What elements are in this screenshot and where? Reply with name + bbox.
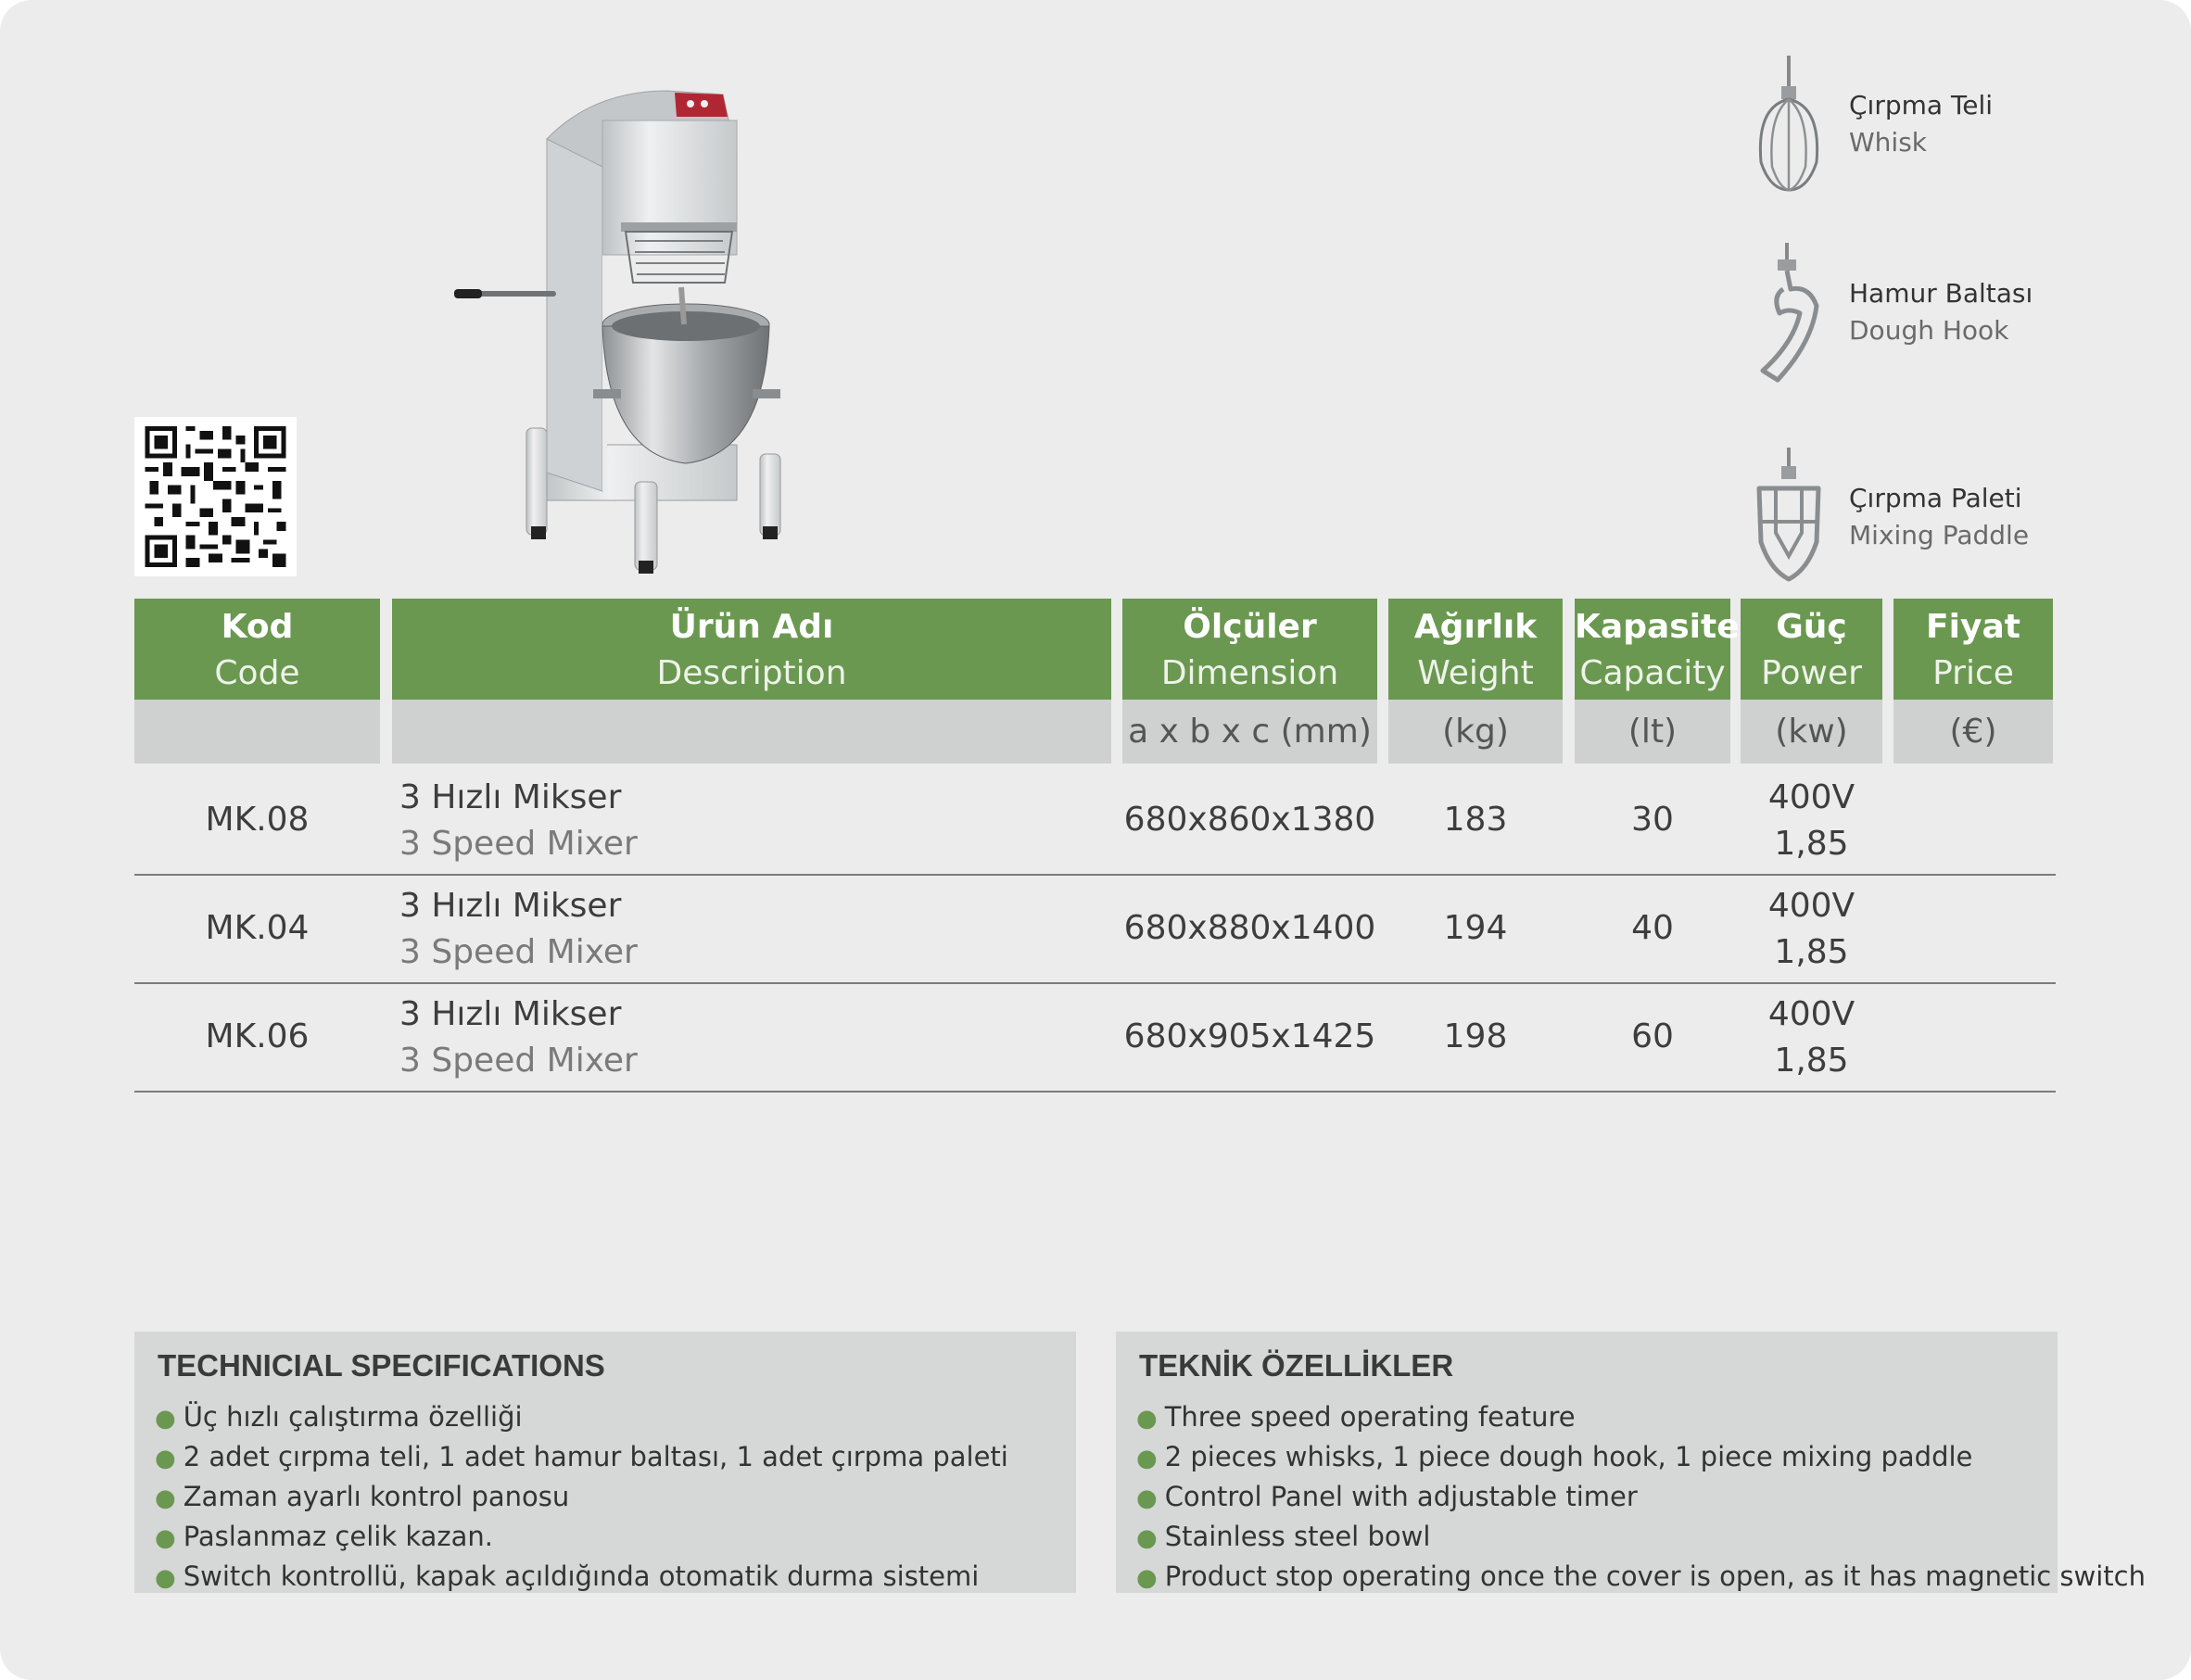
bullet-icon: ●	[1136, 1445, 1158, 1472]
row-dimension: 680x905x1425	[1123, 1017, 1376, 1055]
accessory-dough-hook-tr: Hamur Baltası	[1849, 278, 2033, 309]
row-description-tr: 3 Hızlı Mikser	[399, 778, 622, 816]
list-item: ● Zaman ayarlı kontrol panosu	[155, 1481, 570, 1512]
row-weight: 183	[1443, 801, 1508, 839]
bullet-icon: ●	[1136, 1564, 1158, 1592]
row-power: 1,85	[1774, 825, 1849, 863]
row-power: 1,85	[1774, 1042, 1849, 1080]
table-row	[134, 982, 2056, 1093]
row-power: 1,85	[1774, 933, 1849, 971]
bullet-icon: ●	[155, 1405, 176, 1433]
table-row	[134, 874, 2056, 984]
column-dimension-unit: a x b x c (mm)	[1122, 700, 1377, 764]
accessory-mixing-paddle	[1752, 440, 2122, 588]
row-voltage: 400V	[1767, 778, 1855, 816]
accessory-dough-hook-en: Dough Hook	[1849, 315, 2009, 346]
column-code-unit	[134, 700, 380, 764]
row-capacity: 40	[1631, 909, 1674, 947]
row-weight: 198	[1443, 1017, 1508, 1055]
row-description-tr: 3 Hızlı Mikser	[399, 887, 622, 925]
accessory-whisk	[1752, 51, 2122, 199]
row-description-en: 3 Speed Mixer	[399, 825, 638, 863]
row-code: MK.08	[205, 801, 310, 839]
list-item: ● Control Panel with adjustable timer	[1136, 1481, 1638, 1512]
column-price-unit: (€)	[1893, 700, 2053, 764]
planetary-mixer-image	[454, 83, 797, 584]
row-code: MK.04	[205, 909, 310, 947]
row-description-tr: 3 Hızlı Mikser	[399, 995, 622, 1033]
row-dimension: 680x860x1380	[1123, 801, 1376, 839]
column-dimension-tr: Ölçüler	[1183, 608, 1317, 646]
list-item: ● Paslanmaz çelik kazan.	[155, 1521, 493, 1552]
row-capacity: 30	[1631, 801, 1674, 839]
column-description-tr: Ürün Adı	[669, 608, 834, 646]
column-dimension-en: Dimension	[1160, 654, 1339, 692]
list-item: ● 2 pieces whisks, 1 piece dough hook, 1 piece mixing paddle	[1136, 1441, 1973, 1472]
column-price-en: Price	[1932, 654, 2014, 692]
list-item: ● Stainless steel bowl	[1136, 1521, 1431, 1552]
row-capacity: 60	[1631, 1017, 1674, 1055]
column-code-en: Code	[214, 654, 300, 692]
column-weight-unit: (kg)	[1388, 700, 1563, 764]
spec-right-title: TEKNİK ÖZELLİKLER	[1139, 1348, 1454, 1383]
accessory-dough-hook	[1752, 241, 2122, 389]
spec-box-left	[134, 1332, 1076, 1593]
column-price-tr: Fiyat	[1926, 608, 2020, 646]
accessory-whisk-en: Whisk	[1849, 127, 1928, 158]
spec-left-title: TECHNICIAL SPECIFICATIONS	[158, 1348, 605, 1383]
column-description-unit	[392, 700, 1111, 764]
row-weight: 194	[1443, 909, 1508, 947]
accessory-mixing-paddle-tr: Çırpma Paleti	[1849, 483, 2022, 513]
bullet-icon: ●	[155, 1445, 176, 1472]
spec-box-right	[1116, 1332, 2146, 1593]
bullet-icon: ●	[1136, 1524, 1158, 1552]
bullet-icon: ●	[1136, 1484, 1158, 1512]
row-voltage: 400V	[1767, 995, 1855, 1033]
column-capacity-unit: (lt)	[1575, 700, 1730, 764]
column-capacity-tr: Kapasite	[1575, 608, 1740, 646]
accessory-mixing-paddle-en: Mixing Paddle	[1849, 520, 2030, 550]
bullet-icon: ●	[155, 1484, 176, 1512]
column-code-tr: Kod	[221, 608, 294, 646]
row-description-en: 3 Speed Mixer	[399, 933, 638, 971]
list-item: ● Üç hızlı çalıştırma özelliği	[155, 1401, 523, 1433]
list-item: ● 2 adet çırpma teli, 1 adet hamur baltası, 1 adet çırpma paleti	[155, 1441, 1008, 1472]
column-weight-tr: Ağırlık	[1413, 608, 1538, 646]
column-power-en: Power	[1761, 654, 1862, 692]
list-item: ● Switch kontrollü, kapak açıldığında otomatik durma sistemi	[155, 1560, 980, 1592]
qr-code	[134, 417, 297, 576]
dough-hook-icon	[1752, 241, 1826, 389]
bullet-icon: ●	[155, 1524, 176, 1552]
accessory-whisk-tr: Çırpma Teli	[1849, 90, 1994, 120]
column-power-unit: (kw)	[1741, 700, 1882, 764]
row-dimension: 680x880x1400	[1123, 909, 1376, 947]
row-code: MK.06	[205, 1017, 310, 1055]
column-capacity-en: Capacity	[1579, 654, 1726, 692]
bullet-icon: ●	[155, 1564, 176, 1592]
whisk-icon	[1752, 51, 1826, 199]
column-power-tr: Güç	[1776, 608, 1847, 646]
bullet-icon: ●	[1136, 1405, 1158, 1433]
list-item: ● Three speed operating feature	[1136, 1401, 1576, 1433]
mixing-paddle-icon	[1752, 440, 1826, 588]
row-description-en: 3 Speed Mixer	[399, 1042, 638, 1080]
table-row	[134, 765, 2056, 876]
list-item: ● Product stop operating once the cover is open, as it has magnetic switch	[1136, 1560, 2146, 1592]
column-description-en: Description	[656, 654, 847, 692]
row-voltage: 400V	[1767, 887, 1855, 925]
column-weight-en: Weight	[1417, 654, 1534, 692]
